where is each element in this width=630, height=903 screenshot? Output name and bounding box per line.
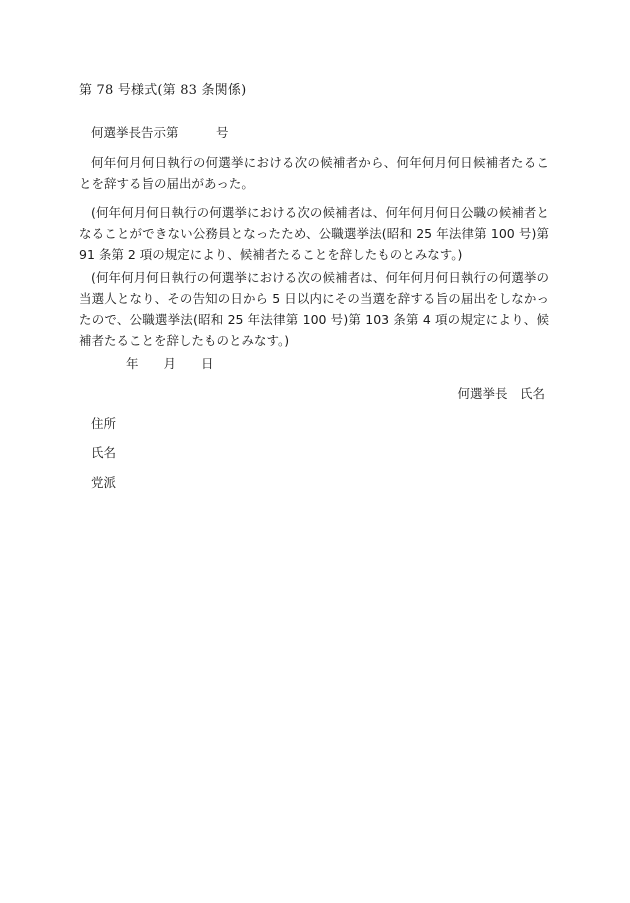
paragraph-deemed-withdrawal-public-official: (何年何月何日執行の何選挙における次の候補者は、何年何月何日公職の候補者となることができない公務員となったため、公職選挙法(昭和 25 年法律第 100 号)第 91 条第 2 項の規定により、候補者たることを辞したものとみなす。) [79,205,549,262]
notice-number: 何選挙長告示第 号 [91,125,229,140]
paragraph-deemed-withdrawal-elected: (何年何月何日執行の何選挙における次の候補者は、何年何月何日執行の何選挙の当選人となり、その告知の日から 5 日以内にその当選を辞する旨の届出をしなかったので、公職選挙法(昭和 25 年法律第 100 号)第 103 条第 4 項の規定により、候補者たることを辞したものとみなす。) [79,270,549,348]
field-address-label: 住所 [91,416,117,431]
form-title: 第 78 号様式(第 83 条関係) [79,83,247,98]
field-party-label: 党派 [91,475,117,490]
date-line: 年 月 日 [126,356,214,371]
paragraph-withdrawal-notice: 何年何月何日執行の何選挙における次の候補者から、何年何月何日候補者たることを辞する旨の届出があった。 [79,155,549,191]
signature-line: 何選挙長 氏名 [457,386,545,401]
field-name-label: 氏名 [91,445,117,460]
